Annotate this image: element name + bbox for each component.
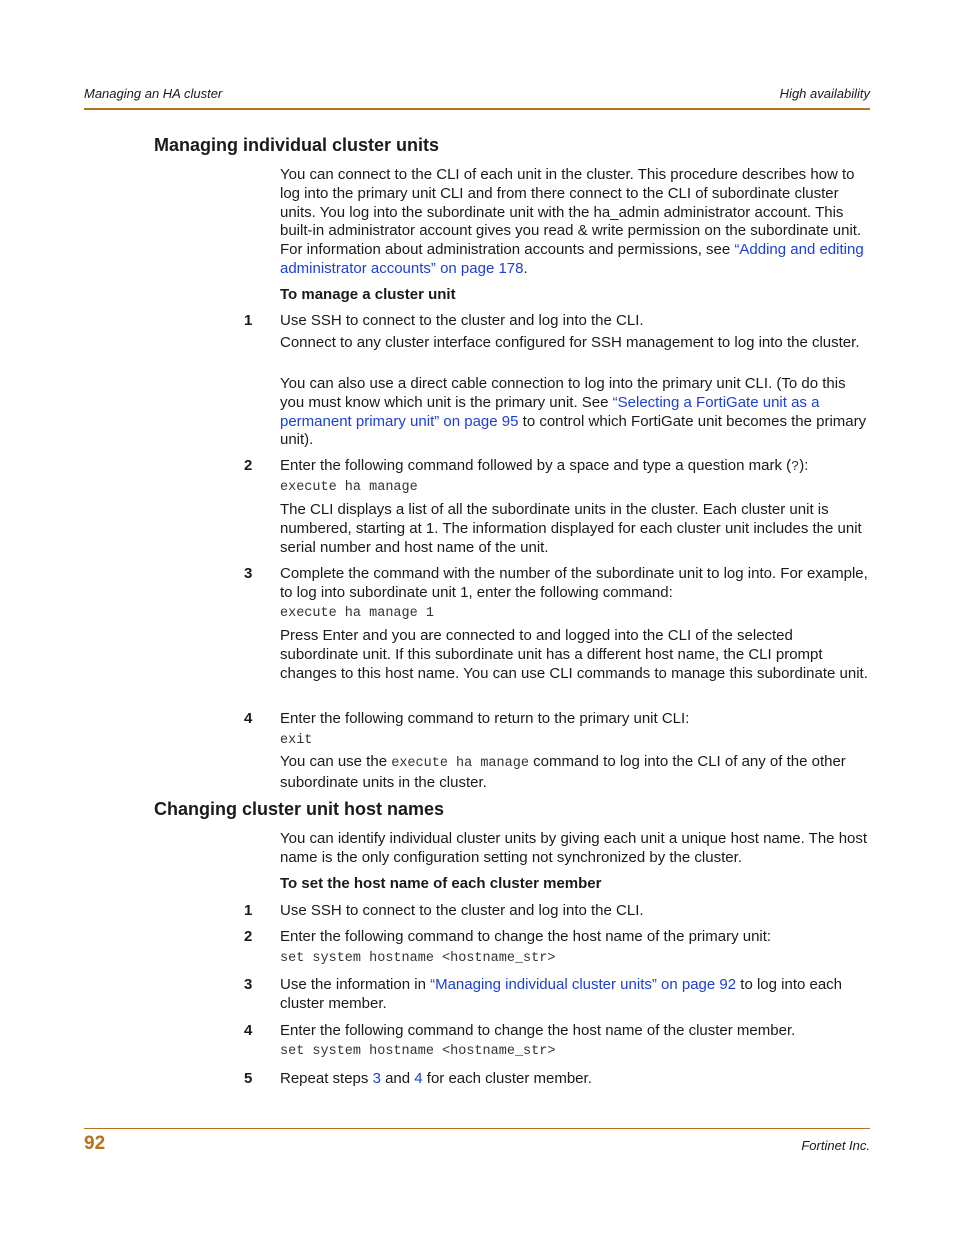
procedure-title-hostname: To set the host name of each cluster member — [280, 875, 602, 892]
section-title-managing-units: Managing individual cluster units — [154, 135, 440, 155]
hostname-step1-text: Use SSH to connect to the cluster and log into the CLI. — [280, 902, 644, 919]
procedure-title-manage: To manage a cluster unit — [280, 286, 456, 303]
step4-text: Enter the following command to return to the primary unit CLI: — [280, 710, 690, 727]
step2-detail: The CLI displays a list of all the subordinate units in the cluster. Each cluster unit is numbered, starting at 1. The information displayed for each cluster unit includes the unit serial number and host name of the unit. — [280, 501, 862, 556]
step-number: 4 — [244, 710, 253, 727]
section-title-host-names: Changing cluster unit host names — [154, 799, 445, 819]
step-number: 3 — [244, 565, 253, 582]
step-number: 2 — [244, 928, 253, 945]
link-managing-units[interactable]: “Managing individual cluster units” on page 92 — [430, 976, 737, 993]
step2-question-mark: ? — [791, 460, 800, 475]
hostname-step5-mid: and — [380, 1070, 415, 1087]
header-section: High availability — [779, 86, 870, 101]
step4-inline-command: execute ha manage — [391, 756, 529, 771]
command-set-hostname: set system hostname <hostname_str> — [280, 1044, 556, 1059]
step4-detail — [280, 753, 872, 793]
link-primary-unit[interactable]: “Selecting a FortiGate unit as a permanent primary unit” on page 95 — [280, 393, 820, 430]
link-admin-accounts[interactable]: “Adding and editing administrator accounts” on page 178 — [280, 241, 864, 277]
step-number: 3 — [244, 976, 253, 993]
step3-detail: Press Enter and you are connected to and logged into the CLI of the selected subordinate unit. If this subordinate unit has a different host name, the CLI prompt changes to this host name. You can use CLI commands to manage this subordinate unit. — [280, 627, 868, 682]
command-execute-ha-manage: execute ha manage — [280, 480, 418, 495]
step2-text — [280, 457, 872, 478]
step4-detail-a: You can use the — [280, 753, 392, 770]
hostname-step5-a: Repeat steps — [280, 1070, 373, 1087]
step2-text-b: ): — [799, 457, 809, 474]
command-set-hostname: set system hostname <hostname_str> — [280, 951, 556, 966]
step1-direct-cable — [280, 375, 872, 450]
command-execute-ha-manage-1: execute ha manage 1 — [280, 606, 434, 621]
section2-intro: You can identify individual cluster units by giving each unit a unique host name. The host name is the only configuration setting not synchronized by the cluster. — [280, 830, 868, 866]
step-number: 1 — [244, 312, 253, 329]
step2-text-a: Enter the following command followed by a space and type a question mark ( — [280, 457, 792, 474]
link-step-4[interactable]: 4 — [414, 1070, 423, 1087]
hostname-step3-a: Use the information in — [280, 976, 431, 993]
section1-intro — [280, 166, 872, 279]
page-number: 92 — [84, 1133, 106, 1154]
footer-rule — [84, 1128, 870, 1129]
section1-intro-end: . — [523, 259, 528, 277]
step1-direct-cable-text: You can also use a direct cable connection to log into the primary unit CLI. (To do this you must know which unit is the primary unit. See — [280, 375, 846, 411]
footer-company: Fortinet Inc. — [801, 1138, 870, 1153]
hostname-step3-b: to log into each cluster member. — [280, 976, 843, 1012]
step1-detail: Connect to any cluster interface configured for SSH management to log into the cluster. — [280, 334, 860, 351]
section1-intro-text: You can connect to the CLI of each unit in the cluster. This procedure describes how to log into the primary unit CLI and from there connect to the CLI of subordinate cluster units. You log into the subordinate unit with the ha_admin administrator account. This built-in administrator account gives you read & write permission on the subordinate unit. For information about administration accounts and permissions, see — [280, 166, 862, 259]
step1-direct-cable-end: to control which FortiGate unit becomes the primary unit). — [280, 412, 867, 449]
hostname-step2-text: Enter the following command to change the host name of the primary unit: — [280, 928, 772, 945]
command-exit: exit — [280, 733, 313, 748]
step-number: 2 — [244, 457, 253, 474]
hostname-step5-text — [280, 1070, 872, 1089]
step-number: 1 — [244, 902, 253, 919]
step1-text: Use SSH to connect to the cluster and log into the CLI. — [280, 312, 644, 329]
step-number: 5 — [244, 1070, 253, 1087]
link-step-3[interactable]: 3 — [372, 1070, 381, 1087]
step3-text: Complete the command with the number of the subordinate unit to log into. For example, to log into subordinate unit 1, enter the following command: — [280, 565, 868, 601]
header-rule — [84, 108, 870, 110]
hostname-step5-b: for each cluster member. — [422, 1070, 592, 1087]
hostname-step3-text — [280, 976, 872, 1014]
hostname-step4-text: Enter the following command to change the host name of the cluster member. — [280, 1022, 796, 1039]
step4-detail-b: command to log into the CLI of any of the other subordinate units in the cluster. — [280, 753, 846, 791]
header-chapter: Managing an HA cluster — [84, 86, 223, 101]
step-number: 4 — [244, 1022, 253, 1039]
